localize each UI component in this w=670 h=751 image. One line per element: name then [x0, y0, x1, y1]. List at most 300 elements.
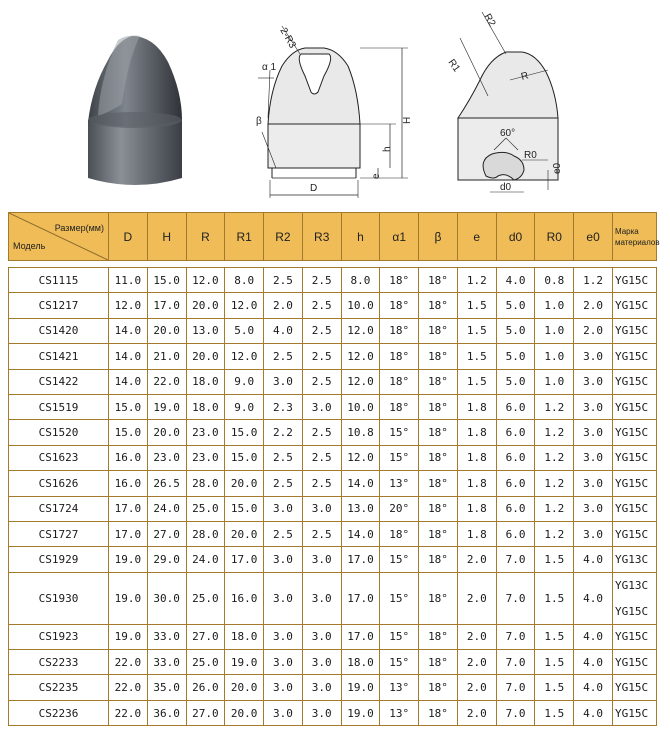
value-cell: 25.0 [186, 496, 225, 521]
value-cell: 2.0 [457, 650, 496, 675]
value-cell: 5.0 [496, 369, 535, 394]
value-cell: 1.2 [535, 445, 574, 470]
value-cell: 1.5 [535, 675, 574, 700]
value-cell: 19.0 [341, 700, 380, 725]
value-cell: 12.0 [341, 318, 380, 343]
table-row [9, 369, 657, 394]
value-cell: 25.0 [186, 650, 225, 675]
value-cell: 19.0 [225, 650, 264, 675]
model-cell: CS1520 [9, 420, 109, 445]
column-header: R2 [264, 213, 303, 261]
value-cell: 1.0 [535, 344, 574, 369]
value-cell: 23.0 [147, 445, 186, 470]
value-cell: 7.0 [496, 675, 535, 700]
value-cell: 3.0 [302, 675, 341, 700]
material-cell [612, 369, 656, 394]
value-cell: 22.0 [109, 675, 148, 700]
material-cell [612, 344, 656, 369]
value-cell: 2.5 [302, 445, 341, 470]
value-cell: 22.0 [109, 650, 148, 675]
value-cell: 29.0 [147, 547, 186, 572]
column-header: e [457, 213, 496, 261]
value-cell: 7.0 [496, 547, 535, 572]
value-cell: 2.5 [302, 268, 341, 293]
column-header: β [419, 213, 458, 261]
value-cell: 18° [419, 293, 458, 318]
value-cell: 6.0 [496, 496, 535, 521]
value-cell: 17.0 [341, 624, 380, 649]
model-cell: CS1929 [9, 547, 109, 572]
column-header: h [341, 213, 380, 261]
material-grade: YG15C [614, 527, 649, 541]
value-cell: 2.0 [574, 293, 613, 318]
value-cell: 4.0 [574, 700, 613, 725]
value-cell: 7.0 [496, 624, 535, 649]
label-angle: 60° [500, 128, 516, 139]
product-figures [0, 0, 670, 210]
table-row [9, 624, 657, 649]
value-cell: 19.0 [109, 547, 148, 572]
table-body [9, 261, 657, 726]
label-h-lower: h [382, 146, 393, 152]
value-cell: 8.0 [225, 268, 264, 293]
label-d: D [310, 183, 318, 194]
value-cell: 6.0 [496, 394, 535, 419]
value-cell: 18° [419, 471, 458, 496]
value-cell: 27.0 [186, 624, 225, 649]
value-cell: 1.2 [535, 521, 574, 546]
material-grade: YG15C [614, 349, 649, 363]
value-cell: 6.0 [496, 445, 535, 470]
value-cell: 19.0 [109, 624, 148, 649]
value-cell: 15.0 [225, 445, 264, 470]
value-cell: 18° [419, 650, 458, 675]
value-cell: 1.2 [535, 496, 574, 521]
value-cell: 1.5 [535, 624, 574, 649]
value-cell: 26.0 [186, 675, 225, 700]
value-cell: 15.0 [225, 496, 264, 521]
model-cell: CS1727 [9, 521, 109, 546]
value-cell: 2.0 [457, 675, 496, 700]
value-cell: 10.0 [341, 394, 380, 419]
value-cell: 2.5 [302, 318, 341, 343]
value-cell: 15° [380, 650, 419, 675]
value-cell: 15° [380, 445, 419, 470]
table-row [9, 547, 657, 572]
material-grade: YG15C [614, 451, 649, 465]
value-cell: 3.0 [574, 344, 613, 369]
column-header: D [109, 213, 148, 261]
value-cell: 20° [380, 496, 419, 521]
front-view-drawing [258, 26, 408, 198]
value-cell: 2.2 [264, 420, 303, 445]
value-cell: 1.5 [535, 572, 574, 624]
value-cell: 17.0 [109, 496, 148, 521]
value-cell: 2.5 [302, 344, 341, 369]
column-header: R3 [302, 213, 341, 261]
value-cell: 12.0 [341, 445, 380, 470]
value-cell: 2.5 [302, 420, 341, 445]
value-cell: 0.8 [535, 268, 574, 293]
value-cell: 1.5 [457, 344, 496, 369]
label-r: R [519, 70, 530, 83]
value-cell: 24.0 [147, 496, 186, 521]
table-row [9, 572, 657, 624]
value-cell: 3.0 [302, 496, 341, 521]
model-cell: CS1115 [9, 268, 109, 293]
value-cell: 23.0 [186, 420, 225, 445]
value-cell: 1.8 [457, 420, 496, 445]
label-beta: β [256, 116, 262, 127]
value-cell: 3.0 [302, 650, 341, 675]
value-cell: 3.0 [574, 369, 613, 394]
value-cell: 33.0 [147, 650, 186, 675]
label-r0: R0 [524, 150, 537, 161]
value-cell: 2.5 [302, 369, 341, 394]
product-drawings [0, 0, 670, 210]
value-cell: 3.0 [574, 496, 613, 521]
model-cell: CS1626 [9, 471, 109, 496]
material-cell [612, 675, 656, 700]
value-cell: 7.0 [496, 650, 535, 675]
material-cell [612, 268, 656, 293]
value-cell: 13° [380, 471, 419, 496]
value-cell: 17.0 [341, 547, 380, 572]
value-cell: 18° [419, 318, 458, 343]
value-cell: 1.5 [457, 369, 496, 394]
table-header-row [9, 213, 657, 261]
value-cell: 33.0 [147, 624, 186, 649]
value-cell: 2.0 [574, 318, 613, 343]
model-cell: CS2236 [9, 700, 109, 725]
column-header: R [186, 213, 225, 261]
value-cell: 11.0 [109, 268, 148, 293]
value-cell: 9.0 [225, 394, 264, 419]
value-cell: 18° [419, 572, 458, 624]
label-r2: R2 [481, 12, 498, 29]
value-cell: 22.0 [147, 369, 186, 394]
value-cell: 18° [419, 496, 458, 521]
material-cell [612, 547, 656, 572]
value-cell: 18° [419, 521, 458, 546]
model-cell: CS1519 [9, 394, 109, 419]
material-cell [612, 496, 656, 521]
value-cell: 7.0 [496, 572, 535, 624]
value-cell: 35.0 [147, 675, 186, 700]
value-cell: 3.0 [264, 496, 303, 521]
material-grade: YG15C [614, 655, 649, 669]
value-cell: 17.0 [147, 293, 186, 318]
value-cell: 2.5 [302, 521, 341, 546]
table-row [9, 521, 657, 546]
value-cell: 1.5 [535, 547, 574, 572]
table-row [9, 344, 657, 369]
value-cell: 20.0 [147, 318, 186, 343]
value-cell: 12.0 [225, 293, 264, 318]
value-cell: 13.0 [186, 318, 225, 343]
table-row [9, 471, 657, 496]
value-cell: 3.0 [574, 521, 613, 546]
value-cell: 18° [419, 344, 458, 369]
material-grade: YG15C [614, 706, 649, 720]
value-cell: 14.0 [341, 471, 380, 496]
value-cell: 1.5 [457, 293, 496, 318]
model-cell: CS1420 [9, 318, 109, 343]
value-cell: 1.5 [535, 650, 574, 675]
table-row [9, 650, 657, 675]
label-r1: R1 [445, 57, 462, 75]
value-cell: 2.0 [457, 547, 496, 572]
model-cell: CS1217 [9, 293, 109, 318]
value-cell: 18° [380, 369, 419, 394]
value-cell: 2.5 [302, 293, 341, 318]
value-cell: 18° [419, 547, 458, 572]
value-cell: 4.0 [574, 650, 613, 675]
value-cell: 2.5 [264, 445, 303, 470]
value-cell: 8.0 [341, 268, 380, 293]
value-cell: 2.0 [264, 293, 303, 318]
value-cell: 16.0 [109, 471, 148, 496]
value-cell: 3.0 [264, 572, 303, 624]
value-cell: 26.5 [147, 471, 186, 496]
value-cell: 18° [380, 394, 419, 419]
value-cell: 3.0 [574, 471, 613, 496]
material-cell [612, 572, 656, 624]
product-render [88, 36, 182, 186]
value-cell: 17.0 [341, 572, 380, 624]
value-cell: 1.8 [457, 496, 496, 521]
value-cell: 28.0 [186, 521, 225, 546]
value-cell: 10.8 [341, 420, 380, 445]
value-cell: 1.5 [457, 318, 496, 343]
material-cell [612, 700, 656, 725]
value-cell: 1.2 [574, 268, 613, 293]
value-cell: 12.0 [225, 344, 264, 369]
material-cell [612, 650, 656, 675]
material-grade: YG15C [614, 299, 649, 313]
value-cell: 18° [380, 268, 419, 293]
label-e0: e0 [552, 162, 563, 174]
material-grade: YG15C [614, 400, 649, 414]
value-cell: 3.0 [264, 624, 303, 649]
material-cell [612, 394, 656, 419]
value-cell: 10.0 [341, 293, 380, 318]
value-cell: 6.0 [496, 471, 535, 496]
value-cell: 2.0 [457, 700, 496, 725]
model-cell: CS2235 [9, 675, 109, 700]
model-cell: CS1724 [9, 496, 109, 521]
value-cell: 2.5 [264, 268, 303, 293]
table-row [9, 675, 657, 700]
value-cell: 1.2 [535, 394, 574, 419]
value-cell: 3.0 [574, 420, 613, 445]
material-cell [612, 318, 656, 343]
value-cell: 19.0 [147, 394, 186, 419]
value-cell: 19.0 [109, 572, 148, 624]
material-cell [612, 521, 656, 546]
value-cell: 20.0 [225, 521, 264, 546]
value-cell: 14.0 [109, 369, 148, 394]
value-cell: 1.8 [457, 471, 496, 496]
value-cell: 3.0 [264, 650, 303, 675]
value-cell: 13.0 [341, 496, 380, 521]
value-cell: 2.3 [264, 394, 303, 419]
value-cell: 3.0 [302, 624, 341, 649]
value-cell: 3.0 [302, 572, 341, 624]
value-cell: 4.0 [574, 675, 613, 700]
value-cell: 18° [419, 420, 458, 445]
value-cell: 1.2 [535, 420, 574, 445]
value-cell: 2.5 [264, 344, 303, 369]
value-cell: 4.0 [264, 318, 303, 343]
value-cell: 2.5 [264, 521, 303, 546]
value-cell: 18.0 [341, 650, 380, 675]
column-header: R0 [535, 213, 574, 261]
material-label-line2: материалов [614, 237, 660, 247]
value-cell: 15° [380, 624, 419, 649]
value-cell: 4.0 [496, 268, 535, 293]
column-header: d0 [496, 213, 535, 261]
material-label-line1: Марка [614, 226, 639, 236]
value-cell: 18° [419, 268, 458, 293]
value-cell: 2.0 [457, 572, 496, 624]
material-grade: YG15C [614, 324, 649, 338]
value-cell: 13° [380, 675, 419, 700]
material-grade: YG15C [614, 375, 649, 389]
side-view-drawing [458, 12, 558, 192]
value-cell: 18.0 [186, 369, 225, 394]
model-cell: CS1923 [9, 624, 109, 649]
value-cell: 1.2 [457, 268, 496, 293]
value-cell: 3.0 [574, 445, 613, 470]
column-header: α1 [380, 213, 419, 261]
value-cell: 15.0 [109, 394, 148, 419]
material-cell [612, 471, 656, 496]
value-cell: 3.0 [574, 394, 613, 419]
value-cell: 4.0 [574, 572, 613, 624]
column-header: e0 [574, 213, 613, 261]
material-grade: YG15C [614, 426, 649, 440]
value-cell: 1.0 [535, 293, 574, 318]
value-cell: 17.0 [109, 521, 148, 546]
value-cell: 20.0 [186, 344, 225, 369]
value-cell: 14.0 [109, 318, 148, 343]
value-cell: 4.0 [574, 624, 613, 649]
value-cell: 15.0 [225, 420, 264, 445]
value-cell: 1.2 [535, 471, 574, 496]
model-cell: CS1422 [9, 369, 109, 394]
material-grade: YG15C [614, 502, 649, 516]
header-corner-cell [9, 213, 109, 261]
value-cell: 24.0 [186, 547, 225, 572]
spec-table [8, 212, 660, 726]
material-header [612, 213, 660, 261]
table-row [9, 268, 657, 293]
material-grade: YG15C [614, 604, 649, 618]
value-cell: 20.0 [147, 420, 186, 445]
value-cell: 27.0 [147, 521, 186, 546]
value-cell: 3.0 [302, 700, 341, 725]
value-cell: 18° [419, 369, 458, 394]
column-header: R1 [225, 213, 264, 261]
value-cell: 18° [419, 700, 458, 725]
table-row [9, 318, 657, 343]
value-cell: 19.0 [341, 675, 380, 700]
value-cell: 18° [419, 624, 458, 649]
table-row [9, 293, 657, 318]
value-cell: 1.0 [535, 369, 574, 394]
value-cell: 5.0 [225, 318, 264, 343]
value-cell: 5.0 [496, 293, 535, 318]
label-d0: d0 [500, 182, 512, 193]
value-cell: 15.0 [147, 268, 186, 293]
value-cell: 20.0 [225, 675, 264, 700]
value-cell: 18° [419, 675, 458, 700]
column-header: H [147, 213, 186, 261]
value-cell: 14.0 [109, 344, 148, 369]
value-cell: 15° [380, 572, 419, 624]
value-cell: 18° [380, 293, 419, 318]
value-cell: 12.0 [341, 369, 380, 394]
label-e: e [371, 173, 382, 179]
value-cell: 5.0 [496, 344, 535, 369]
model-cell: CS1421 [9, 344, 109, 369]
value-cell: 18° [380, 318, 419, 343]
value-cell: 6.0 [496, 420, 535, 445]
value-cell: 6.0 [496, 521, 535, 546]
table-row [9, 496, 657, 521]
model-cell: CS1930 [9, 572, 109, 624]
material-grade: YG15C [614, 476, 649, 490]
value-cell: 1.0 [535, 318, 574, 343]
value-cell: 3.0 [264, 675, 303, 700]
value-cell: 21.0 [147, 344, 186, 369]
value-cell: 16.0 [225, 572, 264, 624]
value-cell: 12.0 [186, 268, 225, 293]
label-r3: 2-R3 [277, 26, 298, 51]
model-label: Модель [13, 241, 46, 251]
table-row [9, 420, 657, 445]
value-cell: 27.0 [186, 700, 225, 725]
value-cell: 30.0 [147, 572, 186, 624]
table-row [9, 394, 657, 419]
value-cell: 12.0 [341, 344, 380, 369]
value-cell: 7.0 [496, 700, 535, 725]
value-cell: 1.8 [457, 445, 496, 470]
label-h-upper: H [402, 116, 413, 124]
value-cell: 17.0 [225, 547, 264, 572]
value-cell: 20.0 [225, 471, 264, 496]
material-grade: YG15C [614, 681, 649, 695]
value-cell: 2.5 [264, 471, 303, 496]
value-cell: 36.0 [147, 700, 186, 725]
value-cell: 12.0 [109, 293, 148, 318]
value-cell: 9.0 [225, 369, 264, 394]
value-cell: 18° [380, 521, 419, 546]
value-cell: 1.5 [535, 700, 574, 725]
value-cell: 14.0 [341, 521, 380, 546]
value-cell: 18° [380, 344, 419, 369]
value-cell: 18° [419, 394, 458, 419]
value-cell: 20.0 [186, 293, 225, 318]
value-cell: 4.0 [574, 547, 613, 572]
size-label: Размер(мм) [54, 223, 104, 233]
value-cell: 15° [380, 420, 419, 445]
material-cell [612, 445, 656, 470]
table-row [9, 445, 657, 470]
value-cell: 3.0 [302, 547, 341, 572]
value-cell: 18° [419, 445, 458, 470]
